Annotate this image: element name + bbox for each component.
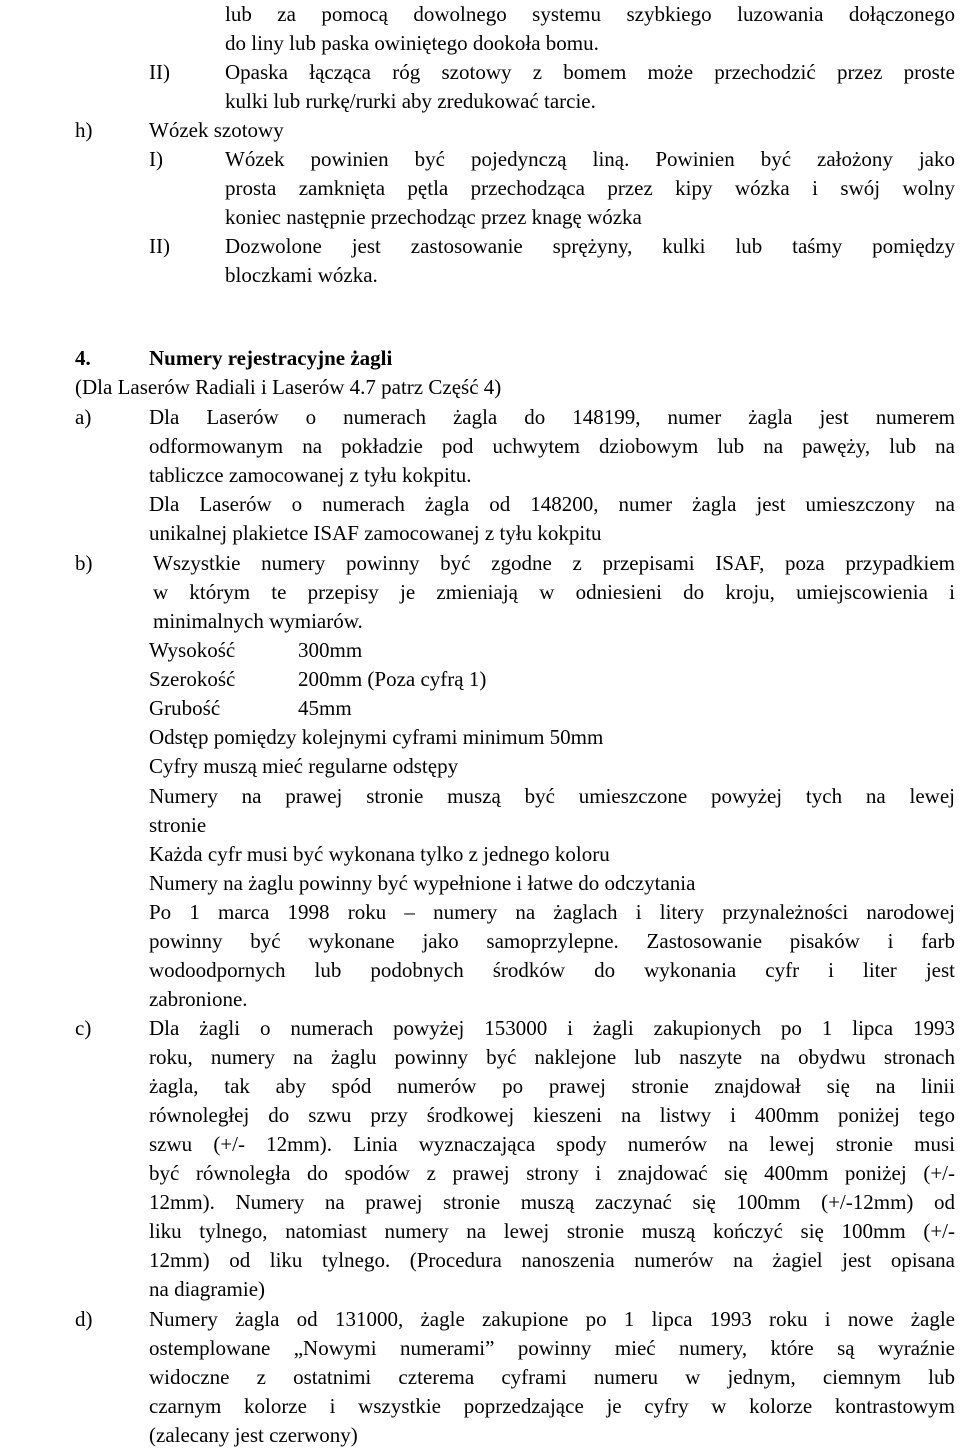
- text-line: [0, 1130, 960, 1159]
- spec-row: [0, 694, 960, 723]
- spec-value: 300mm: [298, 638, 363, 662]
- text-line: [0, 1334, 960, 1363]
- paragraph-line: powinny być wykonane jako samoprzylepne. Zastosowanie pisaków i farb: [149, 929, 955, 953]
- text-line: [0, 373, 960, 402]
- paragraph-line: Cyfry muszą mieć regularne odstępy: [149, 754, 459, 778]
- list-item: [0, 58, 960, 87]
- paragraph-line: odformowanym na pokładzie pod uchwytem dziobowym lub na pawęży, lub na: [149, 434, 955, 458]
- paragraph-line: stronie: [149, 813, 207, 837]
- item-label: a): [75, 405, 92, 429]
- text-line: [0, 1188, 960, 1217]
- item-label: d): [75, 1307, 93, 1331]
- item-label: I): [149, 147, 163, 171]
- paragraph-line: na diagramie): [149, 1277, 266, 1301]
- spec-row: [0, 665, 960, 694]
- text-line: [0, 1275, 960, 1304]
- text-line: [0, 840, 960, 869]
- paragraph-line: Numery na żaglu powinny być wypełnione i łatwe do odczytania: [149, 871, 696, 895]
- paragraph-line: w którym te przepisy je zmieniają w odniesieni do kroju, umiejscowienia i: [153, 580, 955, 604]
- list-item: [0, 116, 960, 145]
- text-line: [0, 782, 960, 811]
- paragraph-line: równoległej do szwu przy środkowej kieszeni na listwy i 400mm poniżej tego: [149, 1103, 955, 1127]
- spec-row: [0, 636, 960, 665]
- spec-label: Szerokość: [149, 667, 236, 691]
- paragraph-line: 12mm). Numery na prawej stronie muszą zaczynać się 100mm (+/-12mm) od: [149, 1190, 955, 1214]
- spec-label: Wysokość: [149, 638, 236, 662]
- item-label: II): [149, 234, 170, 258]
- list-item: [0, 1305, 960, 1334]
- text-line: [0, 1217, 960, 1246]
- text-line: [0, 261, 960, 290]
- text-line: [0, 956, 960, 985]
- text-line: [0, 1392, 960, 1421]
- paragraph-line: Każda cyfr musi być wykonana tylko z jednego koloru: [149, 842, 610, 866]
- text-line: [0, 1246, 960, 1275]
- paragraph-line: być równoległa do spodów z prawej strony i znajdować się 400mm poniżej (+/-: [149, 1161, 955, 1185]
- paragraph-line: Wózek powinien być pojedynczą liną. Powinien być założony jako: [225, 147, 955, 171]
- paragraph-line: zabronione.: [149, 987, 248, 1011]
- text-line: [0, 203, 960, 232]
- paragraph-line: Wszystkie numery powinny być zgodne z przepisami ISAF, poza przypadkiem: [153, 551, 955, 575]
- text-line: [0, 927, 960, 956]
- paragraph-line: ostemplowane „Nowymi numerami” powinny mieć numery, które są wyraźnie: [149, 1336, 955, 1360]
- paragraph-line: prosta zamknięta pętla przechodząca przez kipy wózka i swój wolny: [225, 176, 955, 200]
- text-line: [0, 1363, 960, 1392]
- paragraph-line: czarnym kolorze i wszystkie poprzedzające je cyfry w kolorze kontrastowym: [149, 1394, 955, 1418]
- text-line: [0, 461, 960, 490]
- text-line: [0, 607, 960, 636]
- paragraph-line: Dozwolone jest zastosowanie sprężyny, kulki lub taśmy pomiędzy: [225, 234, 955, 258]
- text-line: [0, 87, 960, 116]
- text-line: [0, 519, 960, 548]
- list-item: [0, 549, 960, 578]
- section-heading: [0, 344, 960, 373]
- paragraph-line: szwu (+/- 12mm). Linia wyznaczająca spody numerów na lewej stronie musi: [149, 1132, 955, 1156]
- paragraph-line: roku, numery na żaglu powinny być naklejone lub naszyte na obydwu stronach: [149, 1045, 955, 1069]
- paragraph-line: Numery na prawej stronie muszą być umieszczone powyżej tych na lewej: [149, 784, 955, 808]
- paragraph-line: bloczkami wózka.: [225, 263, 378, 287]
- text-line: [0, 29, 960, 58]
- paragraph-line: Dla Laserów o numerach żagla do 148199, numer żagla jest numerem: [149, 405, 955, 429]
- text-line: [0, 1043, 960, 1072]
- paragraph-line: Po 1 marca 1998 roku – numery na żaglach i litery przynależności narodowej: [149, 900, 955, 924]
- text-line: [0, 1159, 960, 1188]
- text-line: [0, 0, 960, 29]
- text-line: [0, 490, 960, 519]
- paragraph-line: (zalecany jest czerwony): [149, 1423, 358, 1447]
- text-line: [0, 898, 960, 927]
- text-line: [0, 811, 960, 840]
- item-label: c): [75, 1016, 92, 1040]
- paragraph-line: lub za pomocą dowolnego systemu szybkiego luzowania dołączonego: [225, 2, 955, 26]
- paragraph-line: Odstęp pomiędzy kolejnymi cyframi minimum 50mm: [149, 725, 604, 749]
- paragraph-line: widoczne z ostatnimi czterema cyframi numeru w jednym, ciemnym lub: [149, 1365, 955, 1389]
- item-label: II): [149, 60, 170, 84]
- section-title: Numery rejestracyjne żagli: [149, 346, 393, 370]
- text-line: [0, 578, 960, 607]
- text-line: [0, 1101, 960, 1130]
- text-line: [0, 432, 960, 461]
- spec-label: Grubość: [149, 696, 221, 720]
- item-title: Wózek szotowy: [149, 118, 284, 142]
- paragraph-line: kulki lub rurkę/rurki aby zredukować tarcie.: [225, 89, 596, 113]
- text-line: [0, 174, 960, 203]
- paragraph-line: wodoodpornych lub podobnych środków do wykonania cyfr i liter jest: [149, 958, 955, 982]
- list-item: [0, 1014, 960, 1043]
- section-number: 4.: [75, 346, 91, 370]
- paragraph-line: Dla Laserów o numerach żagla od 148200, numer żagla jest umieszczony na: [149, 492, 955, 516]
- item-label: b): [75, 551, 93, 575]
- text-line: [0, 869, 960, 898]
- text-line: [0, 1421, 960, 1450]
- paragraph-line: liku tylnego, natomiast numery na lewej stronie muszą kończyć się 100mm (+/-: [149, 1219, 955, 1243]
- list-item: [0, 403, 960, 432]
- paragraph-line: Numery żagla od 131000, żagle zakupione po 1 lipca 1993 roku i nowe żagle: [149, 1307, 955, 1331]
- text-line: [0, 1072, 960, 1101]
- paragraph-line: 12mm) od liku tylnego. (Procedura nanoszenia numerów na żagiel jest opisana: [149, 1248, 955, 1272]
- item-label: h): [75, 118, 93, 142]
- text-line: [0, 752, 960, 781]
- list-item: [0, 232, 960, 261]
- paragraph-line: Opaska łącząca róg szotowy z bomem może przechodzić przez proste: [225, 60, 955, 84]
- paragraph-line: Dla żagli o numerach powyżej 153000 i żagli zakupionych po 1 lipca 1993: [149, 1016, 955, 1040]
- spec-value: 200mm (Poza cyfrą 1): [298, 667, 487, 691]
- paragraph-line: minimalnych wymiarów.: [153, 609, 363, 633]
- list-item: [0, 145, 960, 174]
- paragraph-line: tabliczce zamocowanej z tyłu kokpitu.: [149, 463, 472, 487]
- spec-value: 45mm: [298, 696, 352, 720]
- paragraph-line: unikalnej plakietce ISAF zamocowanej z tyłu kokpitu: [149, 521, 602, 545]
- section-subtitle: (Dla Laserów Radiali i Laserów 4.7 patrz Część 4): [75, 375, 502, 399]
- text-line: [0, 723, 960, 752]
- text-line: [0, 985, 960, 1014]
- paragraph-line: żagla, tak aby spód numerów po prawej stronie znajdował się na linii: [149, 1074, 955, 1098]
- paragraph-line: koniec następnie przechodząc przez knagę wózka: [225, 205, 642, 229]
- paragraph-line: do liny lub paska owiniętego dookoła bomu.: [225, 31, 599, 55]
